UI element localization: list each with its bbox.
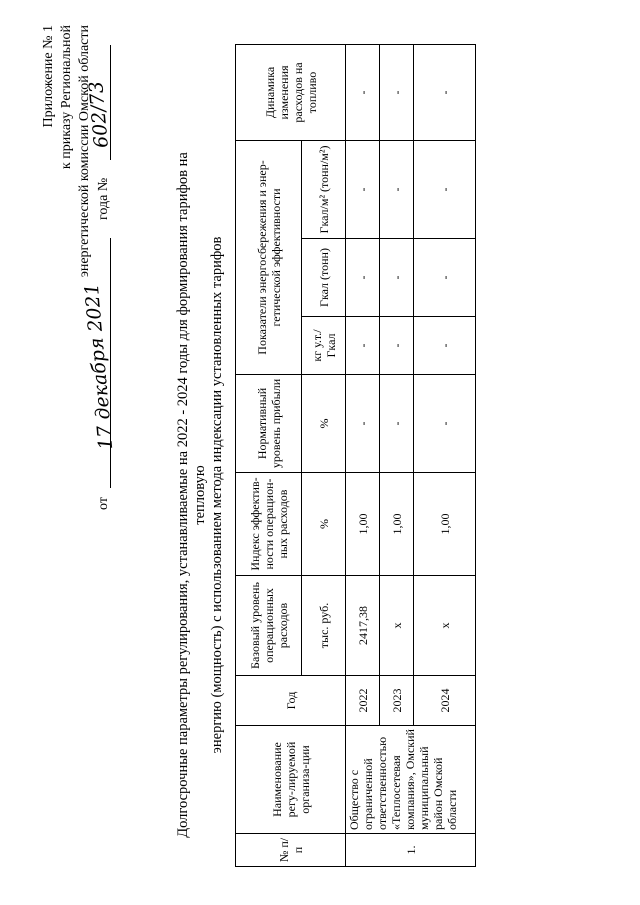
cell-profit: - [380,375,414,473]
cell-fuel-dynamics: - [380,44,414,140]
cell-efficiency: 1,00 [380,473,414,576]
cell-fuel-dynamics: - [414,44,476,140]
title-line-2: энергию (мощность) с использованием метода индексации установленных тарифов [209,236,225,754]
header-energy-efficiency: Показатели энергосбережения и энер-гетической эффективности [236,140,302,374]
unit-profit: % [302,375,346,473]
cell-energy-3: - [380,140,414,238]
date-underline [110,238,111,488]
unit-efficiency: % [302,473,346,576]
cell-profit: - [346,375,380,473]
organization-name: Общество с ограниченной ответственностью «Теплосетевая компания», Омский муниципальный район Омской области [346,726,476,834]
title-line-1: Долгосрочные параметры регулирования, устанавливаемые на 2022 - 2024 годы для формирования тарифов на тепловую [175,152,208,838]
cell-energy-2: - [380,239,414,317]
unit-base-opex: тыс. руб. [302,576,346,676]
document-title [175,125,226,865]
handwritten-date: 17 декабря 2021 [80,282,118,451]
header-profit-level: Нормативный уровень прибыли [236,375,302,473]
handwritten-number: 602/73 [85,80,113,149]
appendix-commission: энергетической комиссии Омской области [77,25,92,278]
cell-year: 2024 [414,676,476,726]
cell-efficiency: 1,00 [346,473,380,576]
cell-profit: - [414,375,476,473]
cell-year: 2023 [380,676,414,726]
cell-energy-1: - [346,317,380,375]
header-base-opex: Базовый уровень операционных расходов [236,576,302,676]
header-fuel-dynamics: Динамика изменения расходов на топливо [236,44,346,140]
year-number-label: года № [96,177,111,220]
cell-energy-2: - [414,239,476,317]
unit-energy-2: Гкал (тонн) [302,239,346,317]
appendix-title: Приложение № 1 [41,25,56,128]
cell-energy-1: - [414,317,476,375]
cell-year: 2022 [346,676,380,726]
appendix-order-ref: к приказу Региональной [59,25,74,170]
parameters-table [235,44,476,867]
cell-base-opex: х [380,576,414,676]
cell-base-opex: 2417,38 [346,576,380,676]
table-row [346,44,380,866]
header-year: Год [236,676,346,726]
unit-energy-1: кг у.т./Гкал [302,317,346,375]
cell-base-opex: х [414,576,476,676]
cell-energy-2: - [346,239,380,317]
header-efficiency-index: Индекс эффектив-ности операцион-ных расходов [236,473,302,576]
header-number: № п/п [236,834,346,867]
header-organization: Наименование регу-лируемой организа-ции [236,726,346,834]
unit-energy-3: Гкал/м² (тонн/м²) [302,140,346,238]
cell-energy-3: - [346,140,380,238]
cell-efficiency: 1,00 [414,473,476,576]
cell-energy-3: - [414,140,476,238]
cell-fuel-dynamics: - [346,44,380,140]
cell-energy-1: - [380,317,414,375]
from-label: от [96,497,111,510]
row-number: 1. [346,834,476,867]
